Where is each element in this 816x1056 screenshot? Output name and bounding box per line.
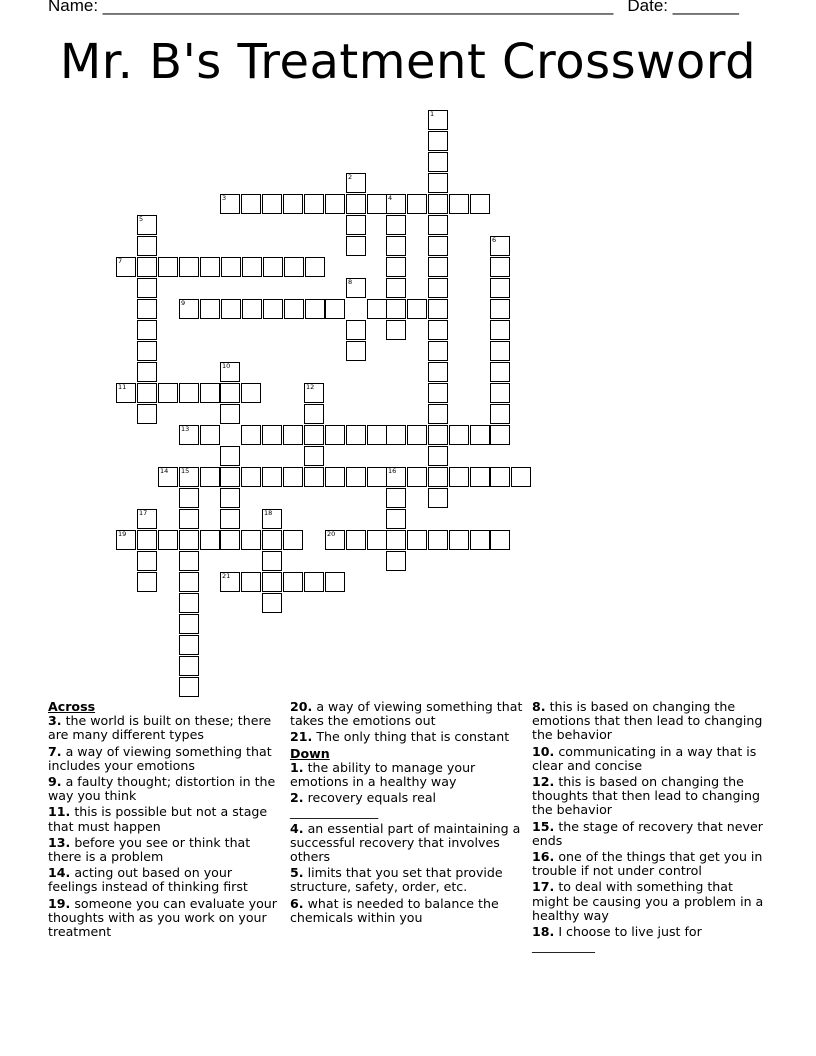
grid-cell[interactable] (325, 194, 345, 214)
grid-cell[interactable] (137, 257, 157, 277)
grid-cell[interactable] (367, 467, 387, 487)
grid-cell[interactable] (490, 467, 510, 487)
grid-cell[interactable] (490, 236, 510, 256)
clue-number: 6 (492, 236, 497, 244)
grid-cell[interactable] (220, 467, 240, 487)
grid-cell[interactable] (220, 362, 240, 382)
grid-cell[interactable] (490, 320, 510, 340)
grid-cell[interactable] (428, 194, 448, 214)
grid-cell[interactable] (407, 425, 427, 445)
grid-cell[interactable] (407, 194, 427, 214)
grid-cell[interactable] (386, 215, 406, 235)
clue-item (48, 775, 282, 803)
clue-number: 17 (139, 509, 148, 517)
clue-item (48, 866, 282, 894)
grid-cell[interactable] (284, 257, 304, 277)
clue-num: 9. (48, 774, 62, 790)
clue-number: 12 (306, 383, 315, 391)
grid-cell[interactable] (158, 467, 178, 487)
clue-text: before you see or think that there is a problem (48, 834, 251, 865)
clue-num: 14. (48, 865, 71, 881)
clue-text: one of the things that get you in trouble if not under control (532, 849, 763, 879)
grid-cell[interactable] (346, 194, 366, 214)
grid-cell[interactable] (386, 425, 406, 445)
grid-cell[interactable] (158, 383, 178, 403)
grid-cell[interactable] (137, 383, 157, 403)
clue-text: a faulty thought; distortion in the way you think (48, 774, 276, 804)
clue-item (532, 745, 766, 773)
clue-number: 15 (181, 467, 190, 475)
clue-num: 10. (532, 743, 555, 759)
grid-cell[interactable] (428, 446, 448, 466)
grid-cell[interactable] (262, 194, 282, 214)
grid-cell[interactable] (304, 404, 324, 424)
grid-cell[interactable] (179, 572, 199, 592)
grid-cell[interactable] (325, 299, 345, 319)
clue-num: 6. (290, 895, 304, 911)
clue-text: what is needed to balance the chemicals within you (290, 895, 499, 925)
grid-cell[interactable] (346, 173, 366, 193)
clue-number: 11 (118, 383, 127, 391)
grid-cell[interactable] (241, 425, 261, 445)
grid-cell[interactable] (428, 278, 448, 298)
grid-cell[interactable] (137, 509, 157, 529)
grid-cell[interactable] (428, 173, 448, 193)
grid-cell[interactable] (262, 425, 282, 445)
grid-cell[interactable] (305, 257, 325, 277)
clue-number: 5 (139, 215, 144, 223)
grid-cell[interactable] (220, 446, 240, 466)
grid-cell[interactable] (304, 446, 324, 466)
clue-num: 3. (48, 713, 62, 729)
grid-cell[interactable] (490, 530, 510, 550)
clue-number: 13 (181, 425, 190, 433)
grid-cell[interactable] (137, 530, 157, 550)
grid-cell[interactable] (116, 530, 136, 550)
grid-cell[interactable] (386, 299, 406, 319)
clue-text: The only thing that is constant (312, 729, 510, 745)
grid-cell[interactable] (346, 425, 366, 445)
grid-cell[interactable] (449, 467, 469, 487)
clue-item (48, 745, 282, 773)
clue-item (290, 730, 524, 744)
page-title: Mr. B's Treatment Crossword (59, 34, 757, 90)
clue-num: 7. (48, 743, 62, 759)
clue-num: 2. (290, 790, 304, 806)
clue-number: 18 (264, 509, 273, 517)
grid-cell[interactable] (490, 278, 510, 298)
clue-item (290, 700, 524, 728)
grid-cell[interactable] (367, 425, 387, 445)
clue-item (48, 836, 282, 864)
clue-item (532, 925, 766, 953)
grid-cell[interactable] (137, 362, 157, 382)
clue-text: an essential part of maintaining a successful recovery that involves others (290, 820, 521, 865)
grid-cell[interactable] (428, 236, 448, 256)
grid-cell[interactable] (428, 215, 448, 235)
clue-number: 9 (181, 299, 186, 307)
grid-cell[interactable] (179, 467, 199, 487)
clue-number: 21 (222, 572, 231, 580)
clue-text: the stage of recovery that never ends (532, 818, 763, 848)
grid-cell[interactable] (386, 530, 406, 550)
grid-cell[interactable] (490, 383, 510, 403)
clue-item (48, 714, 282, 742)
grid-cell[interactable] (346, 341, 366, 361)
grid-cell[interactable] (241, 572, 261, 592)
clues-column-2 (290, 700, 524, 927)
clue-num: 16. (532, 849, 555, 865)
grid-cell[interactable] (407, 530, 427, 550)
grid-cell[interactable] (179, 488, 199, 508)
clue-item (48, 805, 282, 833)
grid-cell[interactable] (386, 488, 406, 508)
down-heading: Down (290, 745, 330, 761)
grid-cell[interactable] (283, 425, 303, 445)
grid-cell[interactable] (137, 215, 157, 235)
clue-text: the world is built on these; there are many different types (48, 713, 272, 743)
grid-cell[interactable] (346, 530, 366, 550)
clues-column-3 (532, 700, 766, 955)
grid-cell[interactable] (220, 530, 240, 550)
grid-cell[interactable] (511, 467, 531, 487)
grid-cell[interactable] (304, 194, 324, 214)
grid-cell[interactable] (304, 572, 324, 592)
clue-item (532, 700, 766, 743)
grid-cell[interactable] (137, 572, 157, 592)
clue-num: 21. (290, 729, 313, 745)
grid-cell[interactable] (490, 341, 510, 361)
clue-text: this is based on changing the emotions that then lead to changing the behavior (532, 699, 763, 743)
grid-cell[interactable] (179, 299, 199, 319)
grid-cell[interactable] (470, 194, 490, 214)
grid-cell[interactable] (428, 488, 448, 508)
grid-cell[interactable] (158, 257, 178, 277)
grid-cell[interactable] (263, 257, 283, 277)
clue-number: 8 (348, 278, 353, 286)
grid-cell[interactable] (428, 110, 448, 130)
grid-cell[interactable] (367, 530, 387, 550)
grid-cell[interactable] (428, 362, 448, 382)
grid-cell[interactable] (325, 530, 345, 550)
grid-cell[interactable] (386, 278, 406, 298)
grid-cell[interactable] (428, 383, 448, 403)
grid-cell[interactable] (346, 320, 366, 340)
grid-cell[interactable] (346, 467, 366, 487)
clue-num: 8. (532, 699, 546, 714)
grid-cell[interactable] (242, 299, 262, 319)
grid-cell[interactable] (179, 635, 199, 655)
grid-cell[interactable] (325, 572, 345, 592)
date-line[interactable]: _______ (672, 0, 739, 15)
grid-cell[interactable] (220, 572, 240, 592)
clue-num: 20. (290, 699, 313, 714)
grid-cell[interactable] (241, 383, 261, 403)
clue-item (290, 822, 524, 865)
grid-cell[interactable] (428, 131, 448, 151)
clue-num: 5. (290, 865, 304, 881)
grid-cell[interactable] (386, 194, 406, 214)
clue-item (532, 850, 766, 878)
clues-column-1 (48, 700, 282, 941)
grid-cell[interactable] (304, 467, 324, 487)
clue-item (290, 761, 524, 789)
clue-number: 10 (222, 362, 231, 370)
grid-cell[interactable] (428, 341, 448, 361)
clue-text: this is based on changing the thoughts that then lead to changing the behavior (532, 774, 760, 818)
grid-cell[interactable] (200, 383, 220, 403)
grid-cell[interactable] (367, 299, 387, 319)
grid-cell[interactable] (179, 530, 199, 550)
grid-cell[interactable] (262, 593, 282, 613)
grid-cell[interactable] (305, 299, 325, 319)
grid-cell[interactable] (137, 551, 157, 571)
grid-cell[interactable] (386, 509, 406, 529)
grid-cell[interactable] (304, 383, 324, 403)
grid-cell[interactable] (116, 383, 136, 403)
clue-text: a way of viewing something that takes the emotions out (290, 699, 523, 729)
grid-cell[interactable] (283, 194, 303, 214)
grid-cell[interactable] (179, 257, 199, 277)
grid-cell[interactable] (346, 236, 366, 256)
grid-cell[interactable] (428, 320, 448, 340)
clue-text: someone you can evaluate your thoughts with as you work on your treatment (48, 895, 277, 940)
grid-cell[interactable] (179, 677, 199, 697)
grid-cell[interactable] (470, 530, 490, 550)
clue-text: to deal with something that might be causing you a problem in a healthy way (532, 879, 764, 923)
clue-number: 1 (430, 110, 435, 118)
grid-cell[interactable] (386, 320, 406, 340)
grid-cell[interactable] (242, 257, 262, 277)
grid-cell[interactable] (220, 404, 240, 424)
grid-cell[interactable] (179, 425, 199, 445)
name-label: Name: (48, 0, 103, 15)
grid-cell[interactable] (137, 299, 157, 319)
clue-number: 19 (118, 530, 127, 538)
grid-cell[interactable] (428, 299, 448, 319)
grid-cell[interactable] (262, 572, 282, 592)
clue-item (290, 897, 524, 925)
grid-cell[interactable] (407, 299, 427, 319)
grid-cell[interactable] (179, 656, 199, 676)
grid-cell[interactable] (221, 299, 241, 319)
clue-text: I choose to live just for __________ (532, 924, 702, 954)
clue-number: 2 (348, 173, 353, 181)
clue-num: 1. (290, 759, 304, 775)
grid-cell[interactable] (200, 425, 220, 445)
grid-cell[interactable] (470, 467, 490, 487)
clue-item (532, 775, 766, 818)
clue-text: acting out based on your feelings instead of thinking first (48, 865, 248, 895)
grid-cell[interactable] (304, 425, 324, 445)
grid-cell[interactable] (386, 467, 406, 487)
grid-cell[interactable] (428, 152, 448, 172)
grid-cell[interactable] (490, 404, 510, 424)
grid-cell[interactable] (220, 383, 240, 403)
grid-cell[interactable] (137, 404, 157, 424)
grid-cell[interactable] (200, 257, 220, 277)
grid-cell[interactable] (449, 425, 469, 445)
grid-cell[interactable] (241, 467, 261, 487)
clue-item (532, 880, 766, 923)
grid-cell[interactable] (220, 509, 240, 529)
grid-cell[interactable] (262, 509, 282, 529)
grid-cell[interactable] (263, 299, 283, 319)
clue-item (48, 897, 282, 940)
grid-cell[interactable] (241, 194, 261, 214)
grid-cell[interactable] (262, 551, 282, 571)
clue-item (290, 791, 524, 819)
grid-cell[interactable] (367, 194, 387, 214)
grid-cell[interactable] (158, 530, 178, 550)
clue-text: communicating in a way that is clear and concise (532, 743, 757, 773)
grid-cell[interactable] (137, 341, 157, 361)
clue-text: recovery equals real ______________ (290, 790, 437, 820)
grid-cell[interactable] (386, 257, 406, 277)
clue-num: 4. (290, 820, 304, 836)
clue-num: 17. (532, 879, 555, 895)
grid-cell[interactable] (428, 425, 448, 445)
clue-num: 19. (48, 895, 71, 911)
grid-cell[interactable] (179, 551, 199, 571)
clue-number: 4 (388, 194, 393, 202)
grid-cell[interactable] (179, 509, 199, 529)
clue-text: this is possible but not a stage that must happen (48, 804, 268, 834)
clue-item (290, 866, 524, 894)
date-label: Date: (627, 0, 673, 15)
grid-cell[interactable] (220, 194, 240, 214)
grid-cell[interactable] (284, 299, 304, 319)
grid-cell[interactable] (490, 257, 510, 277)
grid-cell[interactable] (386, 236, 406, 256)
grid-cell[interactable] (262, 530, 282, 550)
grid-cell[interactable] (490, 425, 510, 445)
clue-number: 20 (327, 530, 336, 538)
clue-num: 11. (48, 804, 71, 820)
grid-cell[interactable] (221, 257, 241, 277)
clue-text: limits that you set that provide structure, safety, order, etc. (290, 865, 503, 895)
grid-cell[interactable] (137, 320, 157, 340)
grid-cell[interactable] (325, 467, 345, 487)
grid-cell[interactable] (449, 194, 469, 214)
clue-text: a way of viewing something that includes your emotions (48, 743, 272, 773)
clue-num: 13. (48, 834, 71, 850)
grid-cell[interactable] (116, 257, 136, 277)
grid-cell[interactable] (428, 404, 448, 424)
grid-cell[interactable] (262, 467, 282, 487)
grid-cell[interactable] (179, 593, 199, 613)
clue-number: 14 (160, 467, 169, 475)
grid-cell[interactable] (346, 278, 366, 298)
grid-cell[interactable] (241, 530, 261, 550)
grid-cell[interactable] (428, 467, 448, 487)
grid-cell[interactable] (386, 551, 406, 571)
across-heading: Across (48, 699, 96, 714)
grid-cell[interactable] (137, 278, 157, 298)
grid-cell[interactable] (428, 257, 448, 277)
grid-cell[interactable] (283, 572, 303, 592)
grid-cell[interactable] (220, 488, 240, 508)
grid-cell[interactable] (137, 236, 157, 256)
grid-cell[interactable] (449, 530, 469, 550)
grid-cell[interactable] (179, 383, 199, 403)
clue-number: 7 (118, 257, 123, 265)
grid-cell[interactable] (346, 215, 366, 235)
grid-cell[interactable] (428, 530, 448, 550)
grid-cell[interactable] (490, 362, 510, 382)
grid-cell[interactable] (200, 299, 220, 319)
grid-cell[interactable] (470, 425, 490, 445)
clue-item (532, 820, 766, 848)
clue-num: 15. (532, 818, 555, 834)
clue-text: the ability to manage your emotions in a healthy way (290, 759, 476, 790)
grid-cell[interactable] (325, 425, 345, 445)
clue-num: 12. (532, 774, 555, 790)
name-line[interactable]: ______________________________________________________ (102, 0, 614, 15)
grid-cell[interactable] (200, 467, 220, 487)
clue-number: 3 (222, 194, 227, 202)
grid-cell[interactable] (283, 530, 303, 550)
clue-number: 16 (388, 467, 397, 475)
grid-cell[interactable] (283, 467, 303, 487)
grid-cell[interactable] (179, 614, 199, 634)
grid-cell[interactable] (490, 299, 510, 319)
clue-num: 18. (532, 924, 555, 940)
grid-cell[interactable] (200, 530, 220, 550)
grid-cell[interactable] (407, 467, 427, 487)
